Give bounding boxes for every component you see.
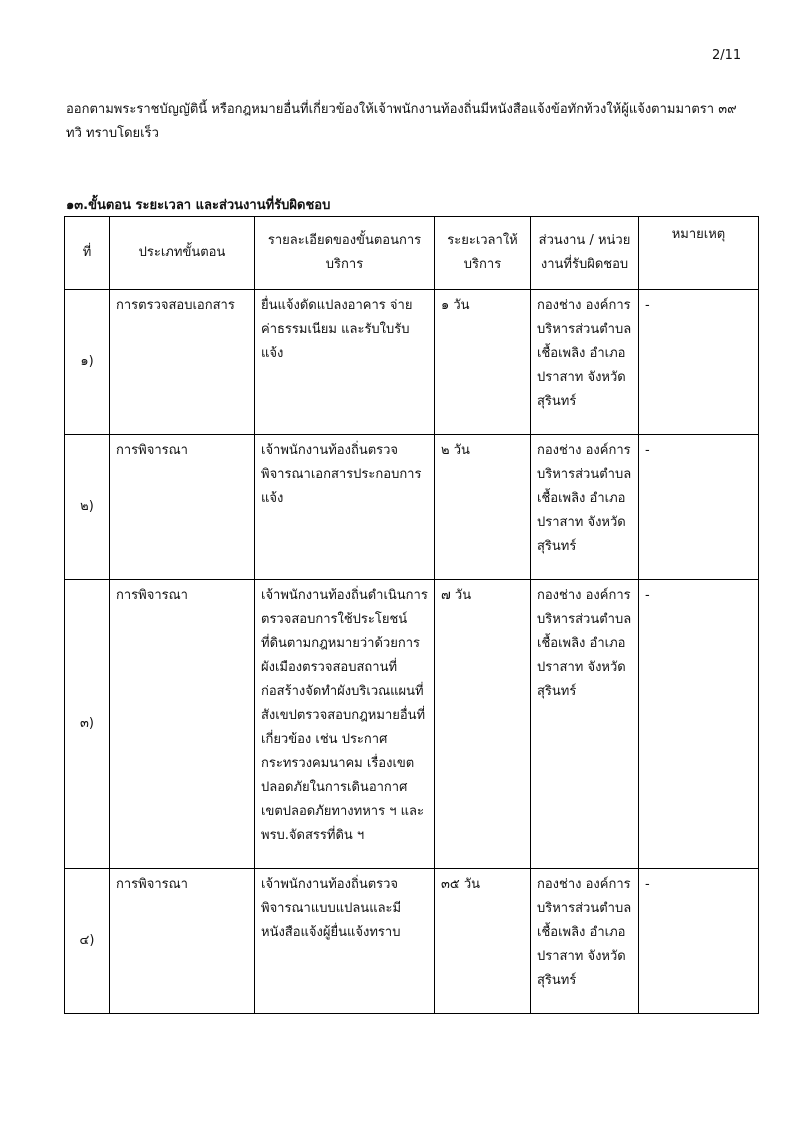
row-unit: กองช่าง องค์การบริหารส่วนตำบลเชื้อเพลิง อำเภอปราสาท จังหวัดสุรินทร์ — [531, 435, 639, 580]
table-row — [65, 290, 759, 435]
header-type: ประเภทขั้นตอน — [110, 217, 255, 290]
row-remark: - — [639, 290, 759, 435]
page-number: 2/11 — [712, 48, 742, 63]
section-title: ๑๓.ขั้นตอน ระยะเวลา และส่วนงานที่รับผิดชอบ — [66, 198, 331, 213]
row-unit: กองช่าง องค์การบริหารส่วนตำบลเชื้อเพลิง อำเภอปราสาท จังหวัดสุรินทร์ — [531, 869, 639, 1014]
row-duration: ๑ วัน — [435, 290, 531, 435]
row-detail: เจ้าพนักงานท้องถิ่นดำเนินการตรวจสอบการใช้ประโยชน์ที่ดินตามกฎหมายว่าด้วยการผังเมืองตรวจสอบสถานที่ก่อสร้างจัดทำผังบริเวณแผนที่สังเขปตรวจสอบกฎหมายอื่นที่เกี่ยวข้อง เช่น ประกาศกระทรวงคมนาคม เรื่องเขตปลอดภัยในการเดินอากาศเขตปลอดภัยทางทหาร ฯ และ พรบ.จัดสรรที่ดิน ฯ — [255, 580, 435, 869]
header-no: ที่ — [65, 217, 110, 290]
row-detail: เจ้าพนักงานท้องถิ่นตรวจพิจารณาเอกสารประกอบการแจ้ง — [255, 435, 435, 580]
row-number: ๓) — [65, 580, 110, 869]
header-detail: รายละเอียดของขั้นตอนการบริการ — [255, 217, 435, 290]
row-unit: กองช่าง องค์การบริหารส่วนตำบลเชื้อเพลิง อำเภอปราสาท จังหวัดสุรินทร์ — [531, 580, 639, 869]
row-type: การพิจารณา — [110, 869, 255, 1014]
row-detail: เจ้าพนักงานท้องถิ่นตรวจพิจารณาแบบแปลนและมีหนังสือแจ้งผู้ยื่นแจ้งทราบ — [255, 869, 435, 1014]
header-unit: ส่วนงาน / หน่วยงานที่รับผิดชอบ — [531, 217, 639, 290]
row-type: การพิจารณา — [110, 580, 255, 869]
row-duration: ๗ วัน — [435, 580, 531, 869]
row-remark: - — [639, 435, 759, 580]
row-remark: - — [639, 580, 759, 869]
table-header-row — [65, 217, 759, 290]
row-remark: - — [639, 869, 759, 1014]
row-duration: ๓๕ วัน — [435, 869, 531, 1014]
table-row — [65, 869, 759, 1014]
table-row — [65, 580, 759, 869]
intro-paragraph: ออกตามพระราชบัญญัตินี้ หรือกฎหมายอื่นที่เกี่ยวข้องให้เจ้าพนักงานท้องถิ่นมีหนังสือแจ้งข้อทักท้วงให้ผู้แจ้งตามมาตรา ๓๙ ทวิ ทราบโดยเร็ว — [66, 102, 737, 141]
row-type: การพิจารณา — [110, 435, 255, 580]
row-number: ๔) — [65, 869, 110, 1014]
header-duration: ระยะเวลาให้บริการ — [435, 217, 531, 290]
row-number: ๒) — [65, 435, 110, 580]
row-detail: ยื่นแจ้งดัดแปลงอาคาร จ่ายค่าธรรมเนียม และรับใบรับแจ้ง — [255, 290, 435, 435]
row-unit: กองช่าง องค์การบริหารส่วนตำบลเชื้อเพลิง อำเภอปราสาท จังหวัดสุรินทร์ — [531, 290, 639, 435]
steps-table — [64, 216, 759, 1014]
row-duration: ๒ วัน — [435, 435, 531, 580]
row-number: ๑) — [65, 290, 110, 435]
header-remark: หมายเหตุ — [639, 217, 759, 290]
table-row — [65, 435, 759, 580]
row-type: การตรวจสอบเอกสาร — [110, 290, 255, 435]
